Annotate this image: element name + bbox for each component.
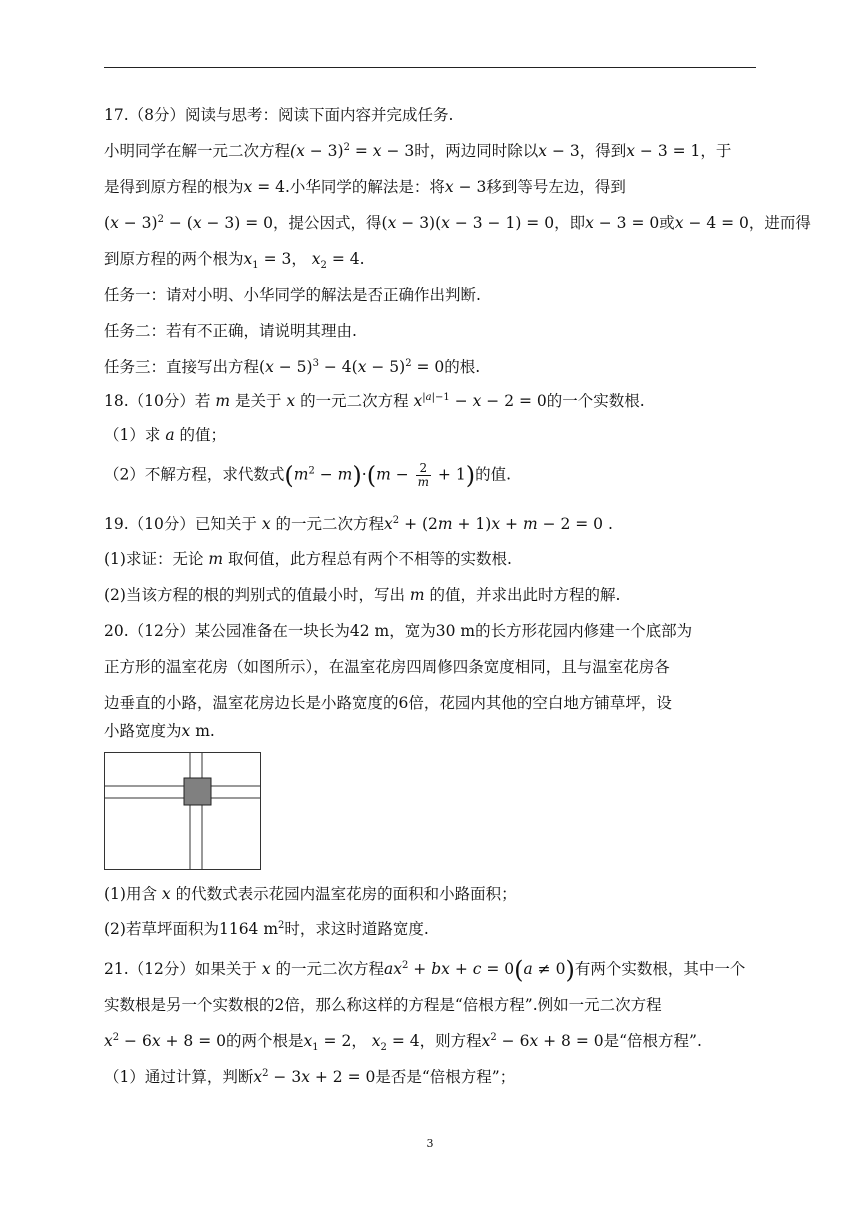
q20-sub-1: (1)用含 x 的代数式表示花园内温室花房的面积和小路面积； [104,885,517,903]
q19-sub-1: (1)求证：无论 m 取何值，此方程总有两个不相等的实数根. [104,550,512,568]
q17-task-1: 任务一：请对小明、小华同学的解法是否正确作出判断. [104,286,481,304]
q20-line-4: 小路宽度为x m. [104,722,215,740]
q17-paragraph-line-4: 到原方程的两个根为$x_1 = 3$， $x_2 = 4$. [104,250,365,272]
q18-sub-1: （1）求 a 的值； [104,426,227,444]
greenhouse-square [184,778,211,805]
q21-line-3: $x^2 - 6x + 8 = 0$的两个根是$x_1 = 2$， $x_2 = 4$，则方程$x^2 - 6x + 8 = 0$是“倍根方程”. [104,1031,702,1054]
q17-task-3: 任务三：直接写出方程$(x - 5)^3 - 4(x - 5)^2 = 0$的根. [104,357,481,376]
page-number: 3 [426,1137,434,1150]
garden-outline [105,753,261,870]
q17-paragraph-line-3: $(x - 3)^2 - (x - 3) = 0$，提公因式，得(x − 3)(x − 3 − 1) = 0，即x − 3 = 0或x − 4 = 0，进而得 [104,213,811,232]
q19-sub-2: (2)当该方程的根的判别式的值最小时，写出 m 的值，并求出此时方程的解. [104,586,621,604]
q20-line-1: 20.（12分）某公园准备在一块长为42 m，宽为30 m的长方形花园内修建一个底部为 [104,622,693,640]
q18-sub-2: （2）不解方程，求代数式$(m^2 - m)\cdot(m$ − $\frac{2}{m}$ + 1)的值. [104,461,512,490]
q17-task-2: 任务二：若有不正确，请说明其理由. [104,322,357,340]
q21-line-2: 实数根是另一个实数根的2倍，那么称这样的方程是“倍根方程”.例如一元二次方程 [104,996,662,1014]
q19-title: 19.（10分）已知关于 x 的一元二次方程$x^2 + (2m + 1)x + m - 2 = 0$ . [104,514,613,533]
q20-line-2: 正方形的温室花房（如图所示），在温室花房四周修四条宽度相同，且与温室花房各 [104,658,670,676]
header-rule [104,67,756,68]
q20-line-3: 边垂直的小路，温室花房边长是小路宽度的6倍，花园内其他的空白地方铺草坪，设 [104,694,672,712]
q17-paragraph-line-1: 小明同学在解一元二次方程$(x - 3)^2 = x - 3$时，两边同时除以x − 3，得到x − 3 = 1，于 [104,141,732,160]
garden-figure [104,752,261,870]
q21-line-1: 21.（12分）如果关于 x 的一元二次方程$ax^2$ + bx + c = 0(a ≠ 0)有两个实数根，其中一个 [104,956,746,984]
q17-title: 17.（8分）阅读与思考：阅读下面内容并完成任务. [104,106,454,124]
q17-paragraph-line-2: 是得到原方程的根为x = 4.小华同学的解法是：将x − 3移到等号左边，得到 [104,178,626,196]
q21-sub-1: （1）通过计算，判断$x^2 - 3x + 2 = 0$是否是“倍根方程”； [104,1067,516,1086]
q18-title: 18.（10分）若 m 是关于 x 的一元二次方程 $x^{|a|-1} - x - 2 = 0$的一个实数根. [104,391,645,410]
q20-sub-2: (2)若草坪面积为1164 $m^2$时，求这时道路宽度. [104,919,429,938]
